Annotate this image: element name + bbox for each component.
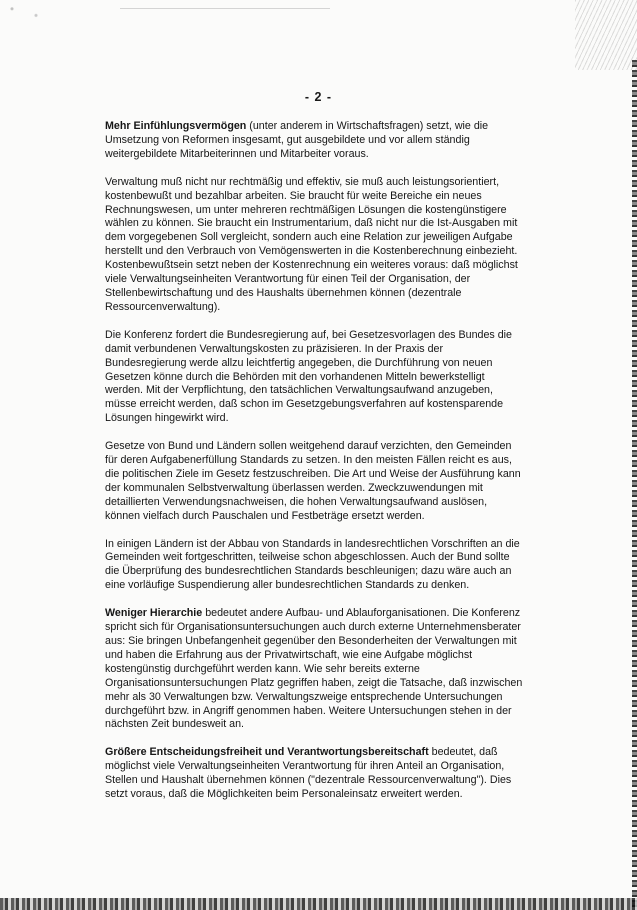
- paragraph: [105, 607, 523, 732]
- paragraph: [105, 176, 523, 315]
- paragraph: [105, 329, 523, 426]
- scan-edge-bottom: [0, 898, 637, 910]
- paragraph: [105, 120, 523, 162]
- scan-edge-right: [632, 60, 637, 910]
- paragraph-text: In einigen Ländern ist der Abbau von Standards in landesrechtlichen Vorschriften an die Gemeinden weit fortgeschritten, teilweise schon abgeschlossen. Auch der Bund sollte die Überprüfung des bundesrechtlichen Standards beschleunigen; dazu wäre auch an eine vorläufige Suspendierung aller bundesrechtlichen Standards zu denken.: [105, 537, 520, 592]
- paragraph-text: bedeutet andere Aufbau- und Ablauforganisationen. Die Konferenz spricht sich für Organisationsuntersuchungen auch durch externe Unternehmensberater aus: Sie bringen Unbefangenheit gegenüber den Besonderheiten der Verwaltungen mit und haben die Erfahrung aus der Privatwirtschaft, wie eine Aufgabe möglichst kostengünstig durchgeführt werden kann. Wie sehr bereits externe Organisationsuntersuchungen Platz gegriffen haben, zeigt die Tatsache, daß inzwischen mehr als 30 Verwaltungen bzw. Verwaltungszweige entsprechende Untersuchungen durchgeführt bzw. in Angriff genommen haben. Weitere Untersuchungen stehen in der nächsten Zeit bundesweit an.: [105, 607, 523, 731]
- paragraph-lead: Mehr Einfühlungsvermögen: [105, 120, 247, 132]
- paragraph: [105, 440, 523, 523]
- paragraph-text: Verwaltung muß nicht nur rechtmäßig und effektiv, sie muß auch leistungsorientiert, kostenbewußt und bezahlbar arbeiten. Sie braucht für weite Bereiche ein neues Rechnungswesen, um unter mehreren rechtmäßigen Lösungen die kostengünstigere wählen zu können. Sie braucht ein Instrumentarium, daß nicht nur die Ist-Ausgaben mit dem vorgegebenen Soll vergleicht, sondern auch eine Relation zur jeweiligen Aufgabe herstellt und den Verbrauch von Vemögenswerten in die Kostenberechnung einbezieht. Kostenbewußtsein setzt neben der Kostenrechnung ein weiteres voraus: daß möglichst viele Verwaltungseinheiten Verantwortung für einen Teil der Organisation, der Stellenbewirtschaftung und des Haushalts übernehmen können (dezentrale Ressourcenverwaltung).: [105, 175, 518, 313]
- scan-artifact-top-line: [120, 8, 330, 9]
- paragraph-text: bedeutet, daß möglichst viele Verwaltungseinheiten Verantwortung für ihren Anteil an Organisation, Stellen und Haushalt übernehmen können ("dezentrale Ressourcenverwaltung"). Dies setzt voraus, daß die Möglichkeiten beim Personaleinsatz erweitert werden.: [105, 746, 512, 801]
- paragraph-lead: Weniger Hierarchie: [105, 607, 203, 620]
- paragraph: [105, 538, 523, 594]
- paragraph: [105, 746, 523, 802]
- body-text: [105, 120, 523, 816]
- scan-artifact-top-left: [0, 0, 60, 22]
- paragraph-text: Die Konferenz fordert die Bundesregierung auf, bei Gesetzesvorlagen des Bundes die damit verbundenen Verwaltungskosten zu präzisieren. In der Praxis der Bundesregierung werde allzu leichtfertig angegeben, die Durchführung von neuen Gesetzen könne durch die Behörden mit den vorhandenen Mitteln bewerkstelligt werden. Mit der Verpflichtung, den tatsächlichen Verwaltungsaufwand anzugeben, müsse erreicht werden, daß schon im Gesetzgebungsverfahren auf kostensparende Lösungen hingewirkt wird.: [105, 328, 512, 425]
- paragraph-text: Gesetze von Bund und Ländern sollen weitgehend darauf verzichten, den Gemeinden für deren Aufgabenerfüllung Standards zu setzen. In den meisten Fällen reicht es aus, die politischen Ziele im Gesetz festzuschreiben. Die Art und Weise der Ausführung kann der kommunalen Selbstverwaltung überlassen werden. Zweckzuwendungen mit detaillierten Verwendungsnachweisen, die hohen Verwaltungsaufwand auslösen, können vielfach durch Pauschalen und Festbeträge ersetzt werden.: [105, 440, 521, 522]
- page-number: - 2 -: [304, 90, 333, 104]
- paragraph-text: (unter anderem in Wirtschaftsfragen) setzt, wie die Umsetzung von Reformen insgesamt, gut ausgebildete und vor allem ständig weitergebildete Mitarbeiterinnen und Mitarbeiter voraus.: [105, 120, 489, 160]
- scan-artifact-top-right: [575, 0, 637, 70]
- paragraph-lead: Größere Entscheidungsfreiheit und Verantwortungsbereitschaft: [105, 746, 429, 759]
